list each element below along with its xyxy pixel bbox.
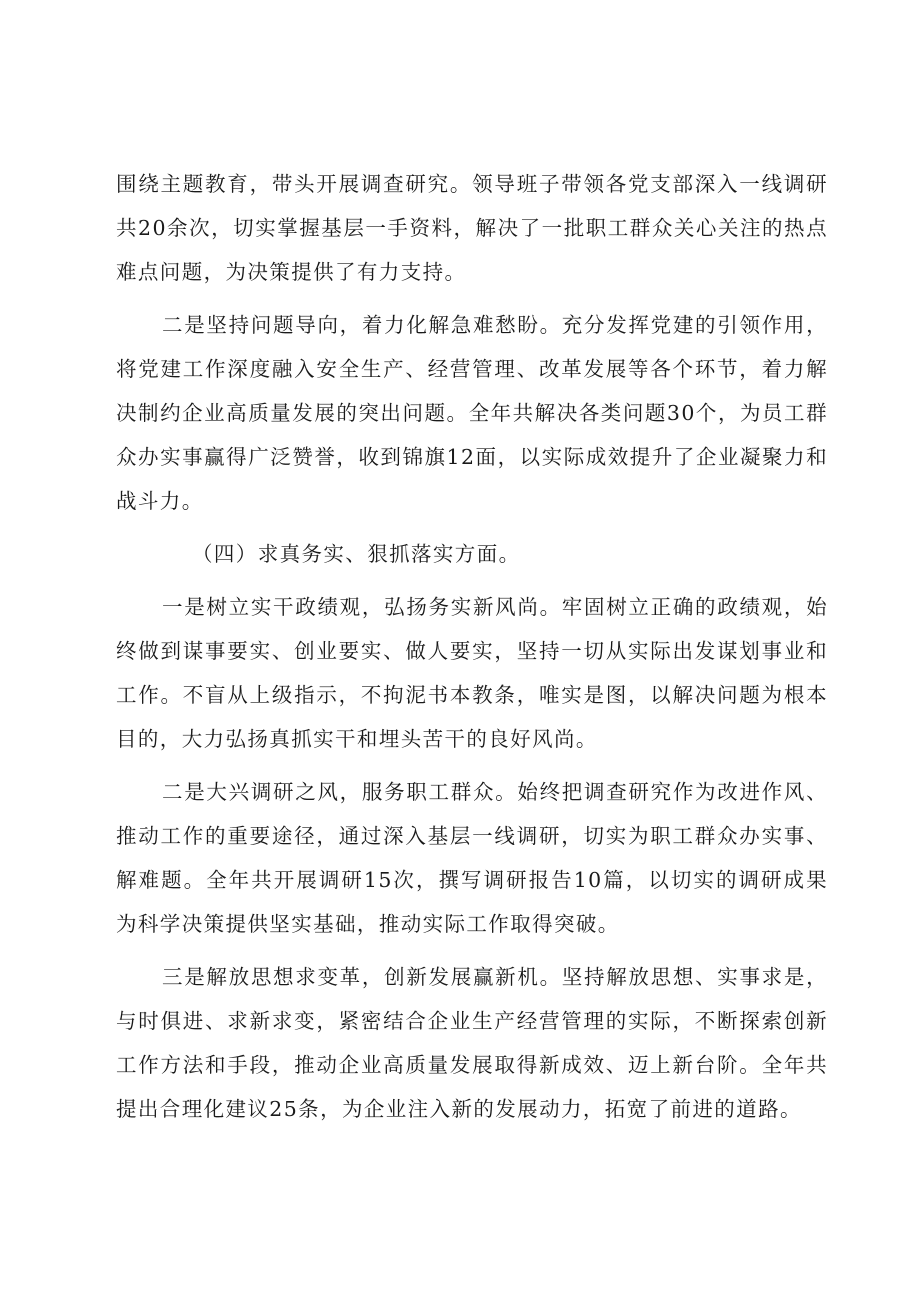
document-body [116,162,828,1140]
section-heading-four: （四）求真务实、狠抓落实方面。 [192,542,521,566]
paragraph-problem-oriented: 二是坚持问题导向，着力化解急难愁盼。充分发挥党建的引领作用，将党建工作深度融入安全生产、经营管理、改革发展等各个环节，着力解决制约企业高质量发展的突出问题。全年共解决各类问题30个，为员工群众办实事赢得广泛赞誉，收到锦旗12面，以实际成效提升了企业凝聚力和战斗力。 [116,313,828,513]
paragraph-achievement-view: 一是树立实干政绩观，弘扬务实新风尚。牢固树立正确的政绩观，始终做到谋事要实、创业要实、做人要实，坚持一切从实际出发谋划事业和工作。不盲从上级指示，不拘泥书本教条，唯实是图，以解决问题为根本目的，大力弘扬真抓实干和埋头苦干的良好风尚。 [116,595,828,751]
paragraph-continuation: 围绕主题教育，带头开展调查研究。领导班子带领各党支部深入一线调研共20余次，切实掌握基层一手资料，解决了一批职工群众关心关注的热点难点问题，为决策提供了有力支持。 [116,172,828,284]
paragraph-emancipate-mind: 三是解放思想求变革，创新发展赢新机。坚持解放思想、实事求是，与时俱进、求新求变，紧密结合企业生产经营管理的实际，不断探索创新工作方法和手段，推动企业高质量发展取得新成效、迈上新台阶。全年共提出合理化建议25条，为企业注入新的发展动力，拓宽了前进的道路。 [116,965,828,1121]
paragraph-research-style: 二是大兴调研之风，服务职工群众。始终把调查研究作为改进作风、推动工作的重要途径，通过深入基层一线调研，切实为职工群众办实事、解难题。全年共开展调研15次，撰写调研报告10篇，以切实的调研成果为科学决策提供坚实基础，推动实际工作取得突破。 [116,780,828,936]
